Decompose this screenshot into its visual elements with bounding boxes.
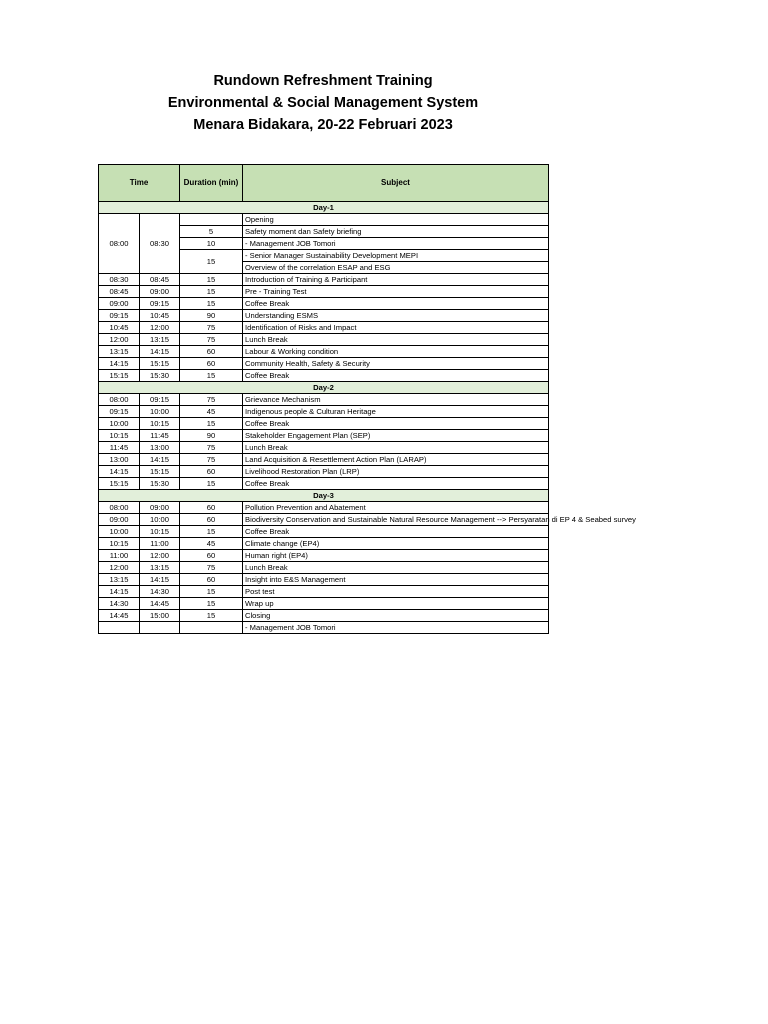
duration-cell: 60: [180, 358, 243, 370]
start-time: 10:00: [99, 526, 140, 538]
end-time: 14:15: [140, 346, 180, 358]
table-row: [99, 466, 549, 478]
start-time: 13:15: [99, 574, 140, 586]
table-row: [99, 442, 549, 454]
subject-cell: Opening: [243, 214, 549, 226]
end-time: 13:15: [140, 334, 180, 346]
duration-cell: 60: [180, 466, 243, 478]
table-row: [99, 514, 549, 526]
subject-cell: Community Health, Safety & Security: [243, 358, 549, 370]
start-time: 11:45: [99, 442, 140, 454]
table-row: [99, 286, 549, 298]
day-1-label: Day-1: [99, 202, 549, 214]
end-time: 10:00: [140, 406, 180, 418]
start-time: 10:15: [99, 538, 140, 550]
start-time: 09:00: [99, 298, 140, 310]
title-line-3: Menara Bidakara, 20-22 Februari 2023: [193, 117, 453, 133]
start-time: 09:15: [99, 310, 140, 322]
start-time: 08:00: [99, 214, 140, 274]
duration-cell: 60: [180, 502, 243, 514]
subject-cell: Indigenous people & Culturan Heritage: [243, 406, 549, 418]
table-row: [99, 430, 549, 442]
table-row: [99, 502, 549, 514]
start-time: 14:15: [99, 358, 140, 370]
subject-cell: Grievance Mechanism: [243, 394, 549, 406]
start-time: 13:15: [99, 346, 140, 358]
subject-cell: Livelihood Restoration Plan (LRP): [243, 466, 549, 478]
table-row: [99, 574, 549, 586]
end-time: 13:15: [140, 562, 180, 574]
subject-cell: Coffee Break: [243, 526, 549, 538]
duration-cell: 15: [180, 586, 243, 598]
duration-cell: 15: [180, 274, 243, 286]
start-time: 09:15: [99, 406, 140, 418]
subject-cell: Wrap up: [243, 598, 549, 610]
end-time: 15:00: [140, 610, 180, 622]
start-time: 14:15: [99, 466, 140, 478]
duration-cell: 15: [180, 250, 243, 274]
subject-cell: Labour & Working condition: [243, 346, 549, 358]
duration-cell: 10: [180, 238, 243, 250]
duration-cell: 15: [180, 598, 243, 610]
end-time: 11:00: [140, 538, 180, 550]
end-time: 12:00: [140, 550, 180, 562]
subject-cell: Safety moment dan Safety briefing: [243, 226, 549, 238]
start-time: 13:00: [99, 454, 140, 466]
start-time: 10:45: [99, 322, 140, 334]
table-row: [99, 478, 549, 490]
subject-cell: Human right (EP4): [243, 550, 549, 562]
duration-cell: 15: [180, 610, 243, 622]
start-time: 14:45: [99, 610, 140, 622]
duration-cell: 15: [180, 370, 243, 382]
subject-cell: Land Acquisition & Resettlement Action Plan (LARAP): [243, 454, 549, 466]
table-row: [99, 394, 549, 406]
duration-cell: 5: [180, 226, 243, 238]
subject-cell: Stakeholder Engagement Plan (SEP): [243, 430, 549, 442]
duration-cell: [180, 622, 243, 634]
table-row: [99, 310, 549, 322]
start-time: 08:00: [99, 394, 140, 406]
subject-cell: Closing: [243, 610, 549, 622]
table-row: [99, 346, 549, 358]
subject-cell: Introduction of Training & Participant: [243, 274, 549, 286]
day-3-label: Day-3: [99, 490, 549, 502]
start-time: 12:00: [99, 562, 140, 574]
start-time: 10:00: [99, 418, 140, 430]
duration-cell: [180, 214, 243, 226]
end-time: [140, 622, 180, 634]
end-time: 15:30: [140, 370, 180, 382]
duration-cell: 45: [180, 406, 243, 418]
start-time: 14:15: [99, 586, 140, 598]
subject-cell: Lunch Break: [243, 562, 549, 574]
title-line-2: Environmental & Social Management System: [167, 95, 479, 111]
table-row: [99, 214, 549, 226]
duration-cell: 90: [180, 430, 243, 442]
duration-cell: 60: [180, 346, 243, 358]
table-row: [99, 370, 549, 382]
end-time: 08:45: [140, 274, 180, 286]
day-2-label: Day-2: [99, 382, 549, 394]
duration-cell: 45: [180, 538, 243, 550]
end-time: 12:00: [140, 322, 180, 334]
table-row: [99, 322, 549, 334]
duration-header: Duration (min): [180, 165, 243, 202]
end-time: 09:00: [140, 502, 180, 514]
subject-cell: Understanding ESMS: [243, 310, 549, 322]
subject-cell: Post test: [243, 586, 549, 598]
subject-cell: - Management JOB Tomori: [243, 622, 549, 634]
end-time: 15:15: [140, 358, 180, 370]
duration-cell: 75: [180, 394, 243, 406]
start-time: [99, 622, 140, 634]
end-time: 08:30: [140, 214, 180, 274]
document-title: [98, 70, 548, 136]
table-row: [99, 610, 549, 622]
duration-cell: 75: [180, 442, 243, 454]
end-time: 09:15: [140, 394, 180, 406]
end-time: 14:15: [140, 574, 180, 586]
end-time: 09:00: [140, 286, 180, 298]
end-time: 10:15: [140, 526, 180, 538]
table-row: [99, 298, 549, 310]
end-time: 09:15: [140, 298, 180, 310]
end-time: 11:45: [140, 430, 180, 442]
duration-cell: 75: [180, 334, 243, 346]
duration-cell: 15: [180, 526, 243, 538]
start-time: 11:00: [99, 550, 140, 562]
table-row: [99, 406, 549, 418]
table-row: [99, 586, 549, 598]
duration-cell: 90: [180, 310, 243, 322]
duration-cell: 60: [180, 514, 243, 526]
duration-cell: 15: [180, 286, 243, 298]
end-time: 14:45: [140, 598, 180, 610]
table-row: [99, 598, 549, 610]
duration-cell: 75: [180, 322, 243, 334]
subject-header: Subject: [243, 165, 549, 202]
end-time: 15:30: [140, 478, 180, 490]
duration-cell: 75: [180, 562, 243, 574]
subject-cell: Overview of the correlation ESAP and ESG: [243, 262, 549, 274]
duration-cell: 60: [180, 574, 243, 586]
subject-cell: Coffee Break: [243, 370, 549, 382]
table-row: [99, 274, 549, 286]
title-line-1: Rundown Refreshment Training: [213, 73, 433, 89]
duration-cell: 75: [180, 454, 243, 466]
table-row: [99, 538, 549, 550]
end-time: 13:00: [140, 442, 180, 454]
duration-cell: 15: [180, 298, 243, 310]
table-row: [99, 622, 549, 634]
end-time: 14:30: [140, 586, 180, 598]
duration-cell: 60: [180, 550, 243, 562]
table-row: [99, 334, 549, 346]
start-time: 08:30: [99, 274, 140, 286]
start-time: 15:15: [99, 478, 140, 490]
day-2-row: [99, 382, 549, 394]
time-header: Time: [99, 165, 180, 202]
subject-cell: Pollution Prevention and Abatement: [243, 502, 549, 514]
subject-cell: Lunch Break: [243, 442, 549, 454]
table-row: [99, 550, 549, 562]
rundown-table: [98, 164, 636, 634]
day-2-schedule: [99, 394, 549, 490]
end-time: 10:45: [140, 310, 180, 322]
subject-cell: Coffee Break: [243, 478, 549, 490]
subject-cell: Biodiversity Conservation and Sustainable Natural Resource Management --> Persyaratan di EP 4 & Seabed survey: [243, 514, 549, 526]
subject-cell: Lunch Break: [243, 334, 549, 346]
start-time: 08:00: [99, 502, 140, 514]
start-time: 14:30: [99, 598, 140, 610]
subject-cell: Coffee Break: [243, 298, 549, 310]
table-row: [99, 358, 549, 370]
subject-cell: Coffee Break: [243, 418, 549, 430]
day-3-row: [99, 490, 549, 502]
subject-cell: - Management JOB Tomori: [243, 238, 549, 250]
table-row: [99, 526, 549, 538]
duration-cell: 15: [180, 478, 243, 490]
start-time: 09:00: [99, 514, 140, 526]
end-time: 10:15: [140, 418, 180, 430]
subject-cell: Insight into E&S Management: [243, 574, 549, 586]
start-time: 12:00: [99, 334, 140, 346]
subject-cell: - Senior Manager Sustainability Development MEPI: [243, 250, 549, 262]
start-time: 10:15: [99, 430, 140, 442]
day-3-schedule: [99, 502, 636, 634]
end-time: 14:15: [140, 454, 180, 466]
end-time: 15:15: [140, 466, 180, 478]
table-row: [99, 418, 549, 430]
table-row: [99, 454, 549, 466]
subject-cell: Climate change (EP4): [243, 538, 549, 550]
start-time: 08:45: [99, 286, 140, 298]
start-time: 15:15: [99, 370, 140, 382]
table-row: [99, 562, 549, 574]
day-1-schedule: [99, 274, 549, 382]
header-row: [99, 165, 549, 202]
subject-cell: Pre - Training Test: [243, 286, 549, 298]
end-time: 10:00: [140, 514, 180, 526]
subject-cell: Identification of Risks and Impact: [243, 322, 549, 334]
day-1-row: [99, 202, 549, 214]
duration-cell: 15: [180, 418, 243, 430]
